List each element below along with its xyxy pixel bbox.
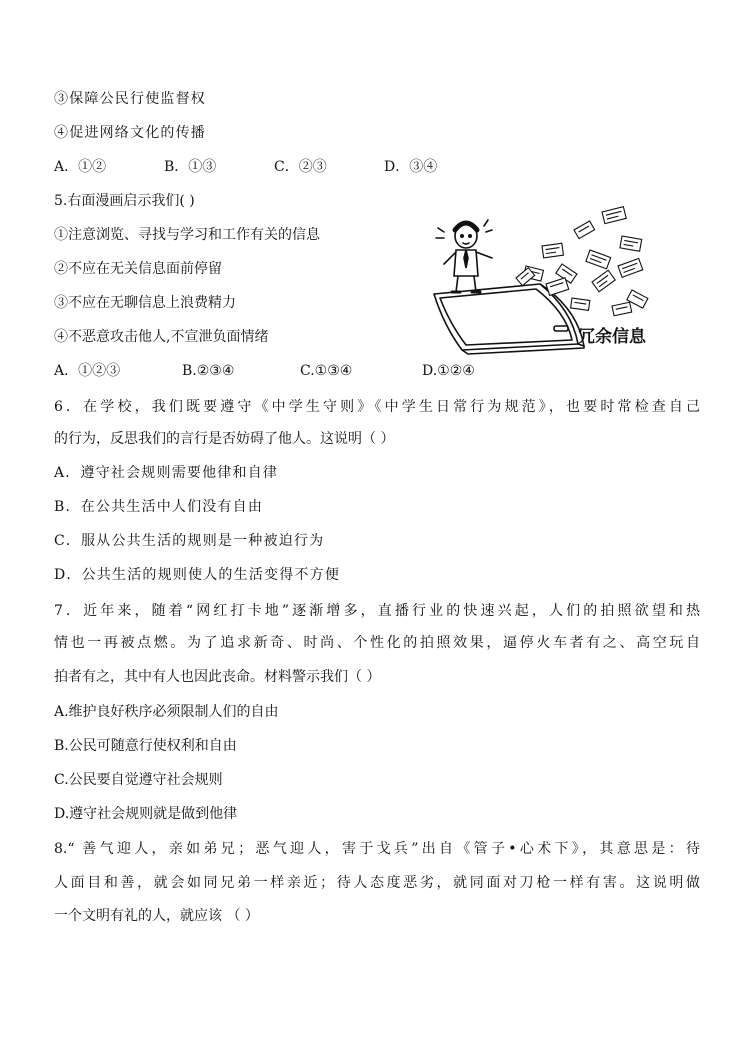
q7-stem-line-2: 情也一再被点燃。为了追求新奇、时尚、个性化的拍照效果，逼停火车者有之、高空玩自	[54, 635, 700, 651]
q5-option-d: D.①②④	[422, 363, 475, 379]
q7-option-b: B.公民可随意行使权利和自由	[54, 738, 237, 754]
q4-item-3: ③保障公民行使监督权	[54, 91, 206, 107]
q5-options	[54, 362, 614, 380]
q7-option-d: D.遵守社会规则就是做到他律	[54, 806, 238, 822]
q6-stem-line-2: 的行为，反思我们的言行是否妨碍了他人。这说明（ ）	[54, 431, 395, 447]
q6-option-a: A．遵守社会规则需要他律和自律	[54, 465, 279, 481]
q6-option-d: D．公共生活的规则使人的生活变得不方便	[54, 567, 341, 583]
q4-option-d: D．③④	[384, 159, 438, 175]
q7-option-a: A.维护良好秩序必须限制人们的自由	[54, 704, 279, 720]
q6-option-c: C．服从公共生活的规则是一种被迫行为	[54, 533, 325, 549]
redundant-info-cartoon	[422, 206, 662, 356]
q4-option-c: C．②③	[274, 159, 327, 175]
q5-option-b: B.②③④	[182, 363, 235, 379]
q6-option-b: B．在公共生活中人们没有自由	[54, 499, 264, 515]
q8-stem-line-1: 8.“ 善气迎人，亲如弟兄；恶气迎人，害于戈兵”出自《管子•心术下》，其意思是：待	[54, 841, 700, 857]
q5-stem: 5.右面漫画启示我们( )	[54, 193, 195, 209]
q4-item-4: ④促进网络文化的传播	[54, 125, 206, 141]
q4-option-b: B．①③	[164, 159, 217, 175]
q7-stem-line-1: 7．近年来，随着“网红打卡地”逐渐增多，直播行业的快速兴起，人们的拍照欲望和热	[54, 603, 700, 619]
q5-item-2: ②不应在无关信息面前停留	[54, 261, 222, 277]
q5-option-c: C.①③④	[300, 363, 353, 379]
q5-item-3: ③不应在无聊信息上浪费精力	[54, 295, 236, 311]
cartoon-caption: 冗余信息	[578, 327, 646, 347]
q7-option-c: C.公民要自觉遵守社会规则	[54, 772, 223, 788]
q4-option-a: A．①②	[54, 159, 107, 175]
q5-option-a: A．①②③	[54, 363, 121, 379]
q6-stem-line-1: 6．在学校，我们既要遵守《中学生守则》《中学生日常行为规范》，也要时常检查自己	[54, 399, 700, 415]
q7-stem-line-3: 拍者有之，其中有人也因此丧命。材料警示我们（ ）	[54, 669, 381, 685]
q5-item-1: ①注意浏览、寻找与学习和工作有关的信息	[54, 227, 320, 243]
q8-stem-line-2: 人面目和善，就会如同兄弟一样亲近；待人态度恶劣，就同面对刀枪一样有害。这说明做	[54, 875, 700, 891]
q8-stem-line-3: 一个文明有礼的人，就应该 （ ）	[54, 908, 259, 924]
q4-options	[54, 158, 614, 176]
q5-item-4: ④不恶意攻击他人,不宣泄负面情绪	[54, 329, 269, 345]
